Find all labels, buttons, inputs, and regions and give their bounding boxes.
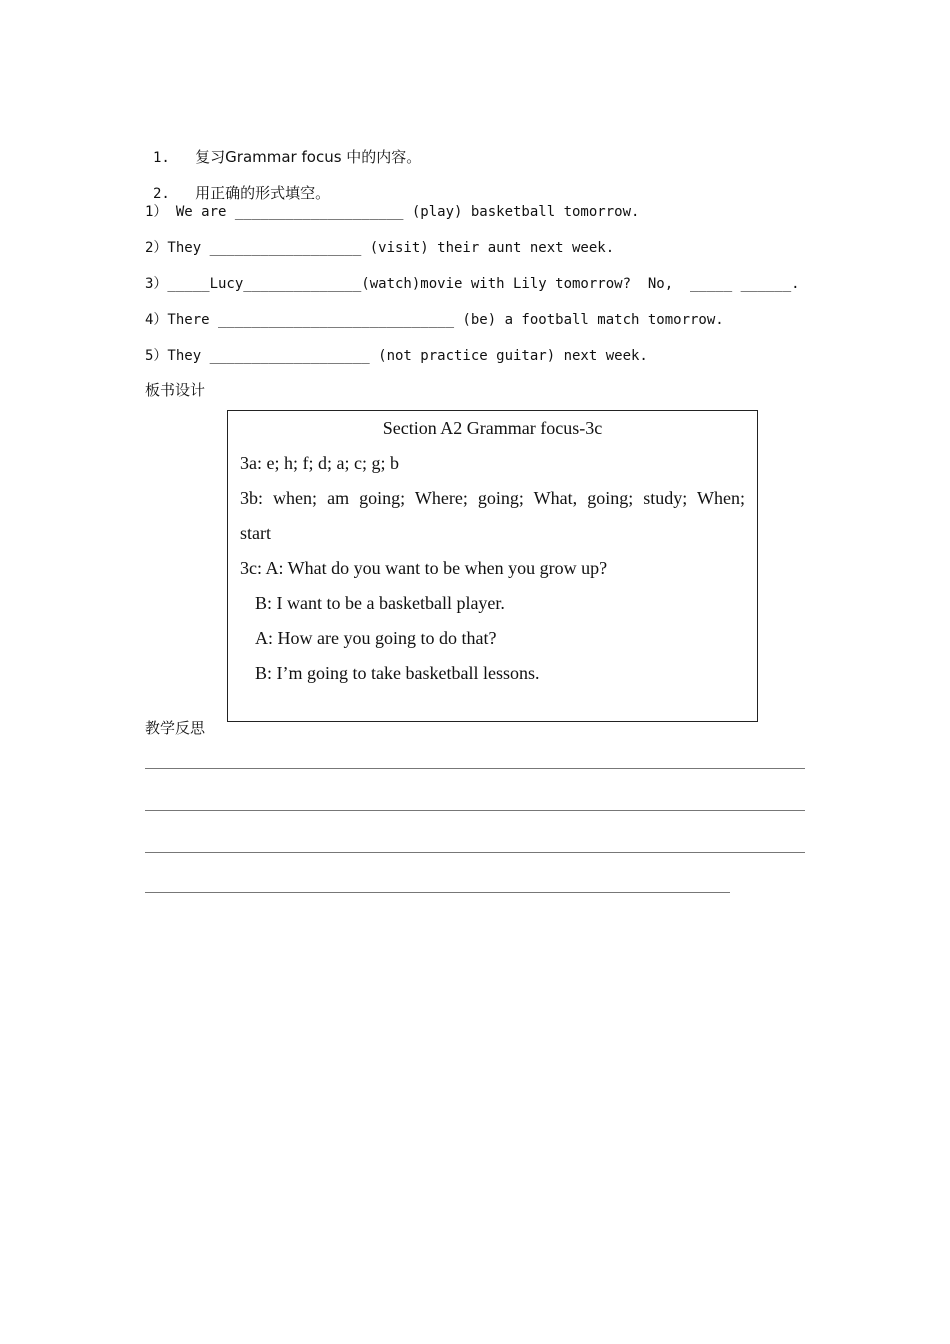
dialogue-line-a2: A: How are you going to do that?: [255, 628, 497, 648]
fill-blank-question-5: 5）They ___________________ (not practice guitar) next week.: [145, 348, 648, 364]
board-design-heading: 板书设计: [145, 381, 206, 399]
reflection-writing-line: [145, 892, 730, 893]
fill-blank-question-2: 2）They __________________ (visit) their aunt next week.: [145, 240, 615, 256]
board-design-box: [227, 410, 758, 722]
reflection-writing-line: [145, 810, 805, 811]
answer-3b: 3b: when; am going; Where; going; What, going; study; When;: [240, 488, 745, 508]
answer-3b-continued: start: [240, 523, 271, 543]
fill-blank-question-4: 4）There ____________________________ (be) a football match tomorrow.: [145, 312, 724, 328]
reflection-writing-line: [145, 768, 805, 769]
teaching-reflection-heading: 教学反思: [145, 719, 206, 737]
dialogue-line-b1: B: I want to be a basketball player.: [255, 593, 505, 613]
item-number: 1.: [153, 150, 170, 166]
reflection-writing-line: [145, 852, 805, 853]
item-text: 用正确的形式填空。: [195, 184, 331, 202]
item-text: 复习Grammar focus 中的内容。: [195, 148, 422, 166]
homework-item-1: [145, 128, 421, 167]
homework-item-2: [145, 164, 330, 203]
item-number: 2.: [153, 186, 170, 202]
fill-blank-question-1: 1） We are ____________________ (play) basketball tomorrow.: [145, 204, 640, 220]
answer-3c: 3c: A: What do you want to be when you grow up?: [240, 558, 608, 578]
dialogue-line-b2: B: I’m going to take basketball lessons.: [255, 663, 540, 683]
answer-3a: 3a: e; h; f; d; a; c; g; b: [240, 453, 399, 473]
fill-blank-question-3: 3）_____Lucy______________(watch)movie with Lily tomorrow? No, _____ ______.: [145, 276, 800, 292]
board-title: Section A2 Grammar focus-3c: [382, 418, 603, 438]
